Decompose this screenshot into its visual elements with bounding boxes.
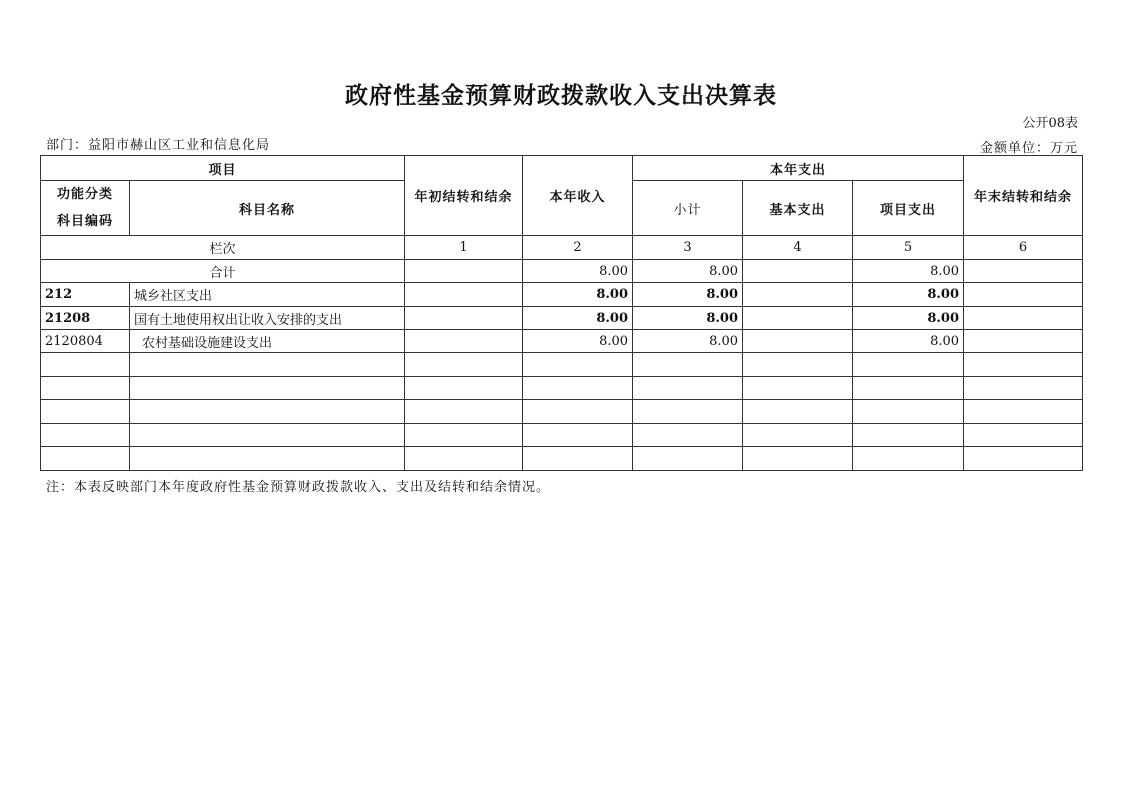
header-func-class-line1: 功能分类	[56, 187, 113, 202]
row-name: 城乡社区支出	[130, 283, 405, 307]
column-index-6: 6	[964, 236, 1083, 260]
table-row	[41, 330, 1083, 353]
row-opening	[405, 330, 523, 353]
header-closing-balance: 年末结转和结余	[964, 156, 1083, 236]
header-basic: 基本支出	[743, 181, 853, 236]
row-code: 212	[41, 283, 130, 307]
column-index-2: 2	[523, 236, 633, 260]
column-index-1: 1	[405, 236, 523, 260]
row-closing	[964, 307, 1083, 330]
header-opening-balance: 年初结转和结余	[405, 156, 523, 236]
row-basic	[743, 330, 853, 353]
row-closing	[964, 283, 1083, 307]
total-opening	[405, 260, 523, 283]
header-subtotal: 小计	[633, 181, 743, 236]
table-row	[41, 283, 1083, 307]
row-project: 8.00	[853, 283, 964, 307]
table-row	[41, 307, 1083, 330]
row-basic	[743, 283, 853, 307]
row-income: 8.00	[523, 283, 633, 307]
row-name: 农村基础设施建设支出	[130, 330, 405, 353]
header-project: 项目支出	[853, 181, 964, 236]
column-index-4: 4	[743, 236, 853, 260]
column-index-5: 5	[853, 236, 964, 260]
row-subtotal: 8.00	[633, 283, 743, 307]
empty-row	[41, 447, 1083, 471]
header-expenditure: 本年支出	[633, 156, 964, 181]
row-income: 8.00	[523, 307, 633, 330]
row-opening	[405, 283, 523, 307]
header-func-class-line2: 科目编码	[56, 214, 113, 229]
total-project: 8.00	[853, 260, 964, 283]
footnote: 注：本表反映部门本年度政府性基金预算财政拨款收入、支出及结转和结余情况。	[46, 480, 551, 495]
column-index-label: 栏次	[41, 236, 405, 260]
row-project: 8.00	[853, 330, 964, 353]
row-project: 8.00	[853, 307, 964, 330]
total-label: 合计	[41, 260, 405, 283]
empty-row	[41, 353, 1083, 377]
total-subtotal: 8.00	[633, 260, 743, 283]
form-number: 公开08表	[1022, 116, 1078, 131]
total-closing	[964, 260, 1083, 283]
row-code: 21208	[41, 307, 130, 330]
page-title: 政府性基金预算财政拨款收入支出决算表	[345, 82, 777, 109]
column-index-3: 3	[633, 236, 743, 260]
total-income: 8.00	[523, 260, 633, 283]
empty-row	[41, 424, 1083, 447]
empty-row	[41, 377, 1083, 400]
row-subtotal: 8.00	[633, 330, 743, 353]
header-subject-name: 科目名称	[130, 181, 405, 236]
total-row	[41, 260, 1083, 283]
row-opening	[405, 307, 523, 330]
row-code: 2120804	[41, 330, 130, 353]
header-func-class	[41, 181, 130, 236]
total-basic	[743, 260, 853, 283]
row-basic	[743, 307, 853, 330]
header-income: 本年收入	[523, 156, 633, 236]
row-name: 国有土地使用权出让收入安排的支出	[130, 307, 405, 330]
department-label: 部门：益阳市赫山区工业和信息化局	[46, 138, 271, 153]
header-item: 项目	[41, 156, 405, 181]
budget-table	[40, 155, 1083, 471]
row-income: 8.00	[523, 330, 633, 353]
row-closing	[964, 330, 1083, 353]
row-subtotal: 8.00	[633, 307, 743, 330]
empty-row	[41, 400, 1083, 424]
amount-unit-label: 金额单位：万元	[979, 141, 1078, 156]
